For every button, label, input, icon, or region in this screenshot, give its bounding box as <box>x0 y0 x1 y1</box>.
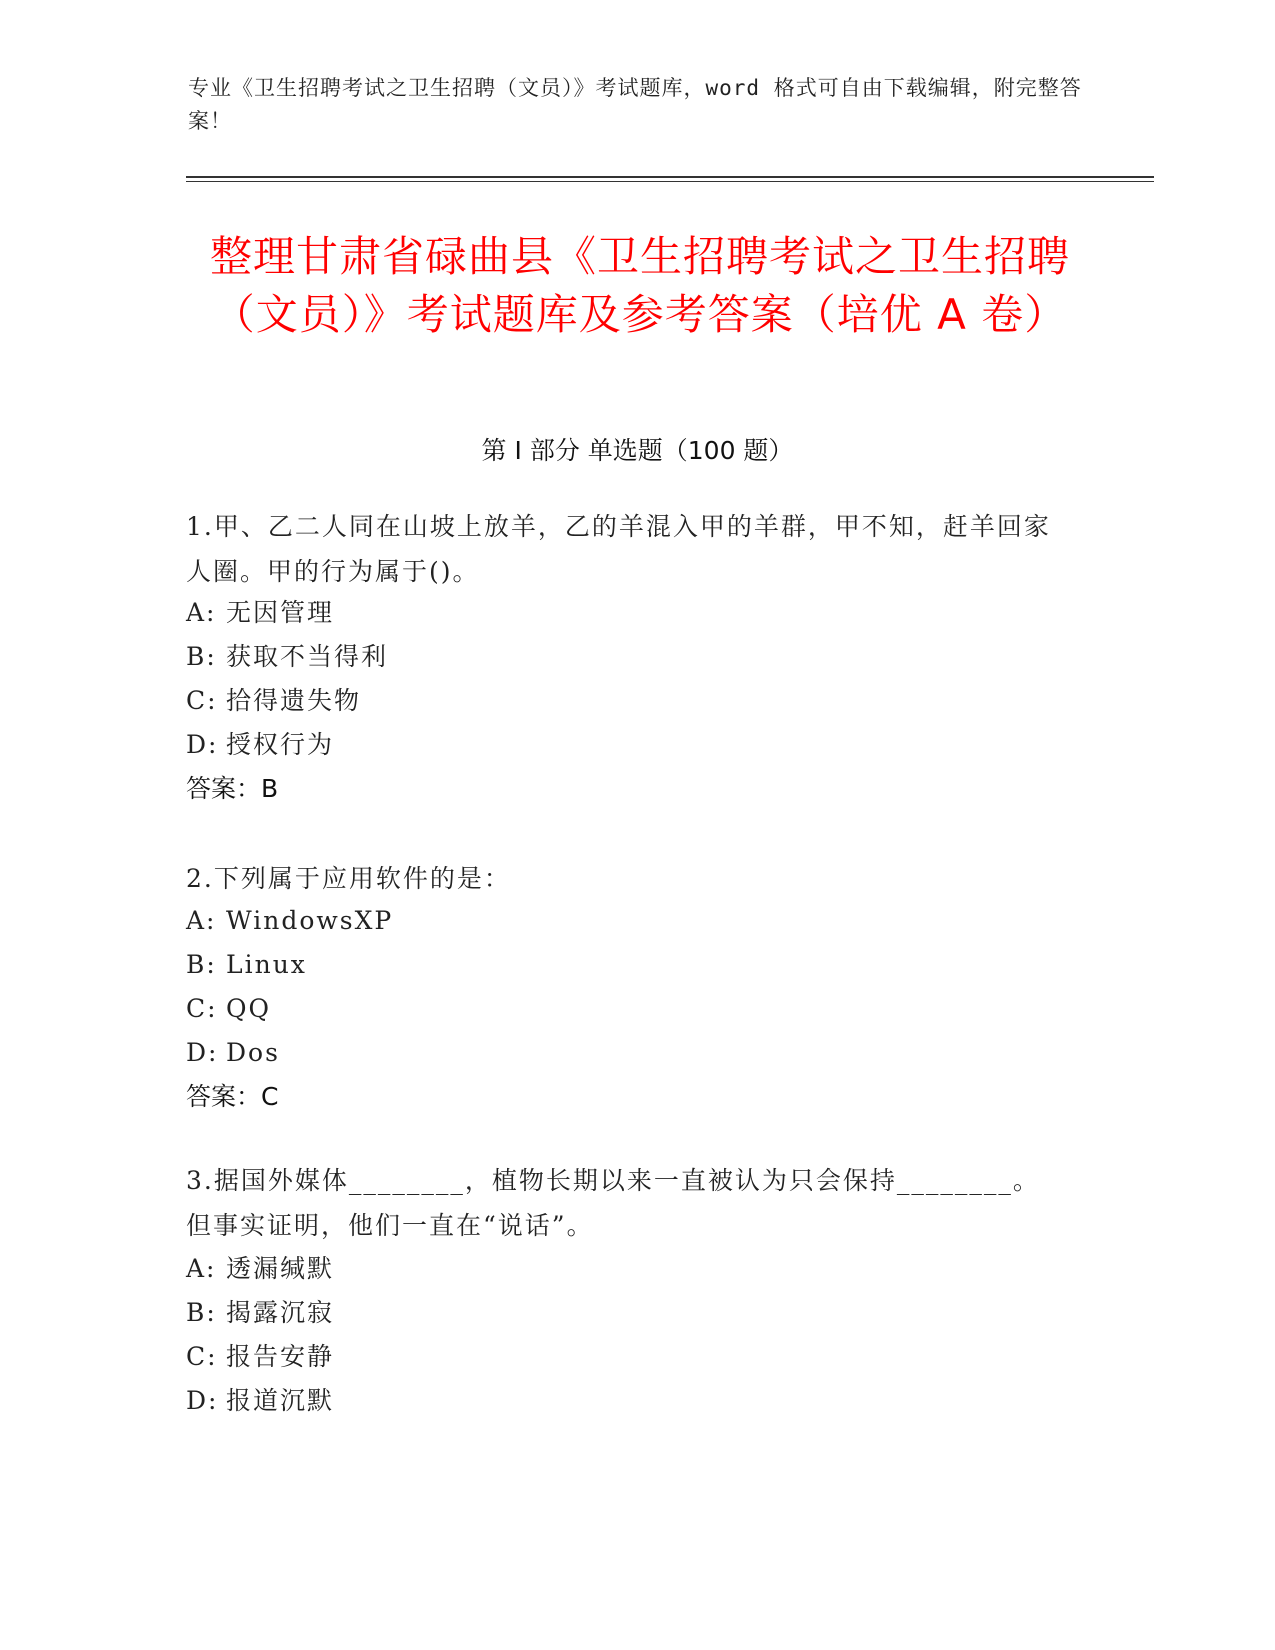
option-label: C: <box>186 1342 218 1371</box>
option-label: D: <box>186 1386 219 1415</box>
option-b <box>186 1296 334 1330</box>
option-text: QQ <box>226 994 271 1023</box>
option-label: A: <box>186 598 217 627</box>
option-label: A: <box>186 906 217 935</box>
option-a <box>186 1252 334 1286</box>
option-text: 授权行为 <box>226 730 335 759</box>
section-heading: 第 I 部分 单选题（100 题） <box>481 436 794 465</box>
option-label: C: <box>186 994 218 1023</box>
option-label: C: <box>186 686 218 715</box>
option-text: 获取不当得利 <box>226 642 389 671</box>
option-d <box>186 1384 334 1418</box>
header-divider <box>186 176 1154 178</box>
option-text: 报告安静 <box>226 1342 335 1371</box>
answer-text: 答案：C <box>186 1082 279 1111</box>
option-c <box>186 1340 334 1374</box>
question-stem: 3.据国外媒体________，植物长期以来一直被认为只会保持________。但事实证明，他们一直在“说话”。 <box>186 1166 1040 1240</box>
option-c <box>186 992 271 1026</box>
option-label: D: <box>186 730 219 759</box>
option-b <box>186 640 388 674</box>
intro-text: 专业《卫生招聘考试之卫生招聘（文员）》考试题库，word 格式可自由下载编辑，附完整答案！ <box>188 76 1082 133</box>
option-text: Linux <box>226 950 307 979</box>
option-text: Dos <box>226 1038 280 1067</box>
option-label: B: <box>186 1298 217 1327</box>
question-stem: 2.下列属于应用软件的是： <box>186 864 511 893</box>
option-a <box>186 596 334 630</box>
option-label: D: <box>186 1038 219 1067</box>
answer-text: 答案：B <box>186 774 279 803</box>
option-text: 无因管理 <box>226 598 335 627</box>
option-text: WindowsXP <box>226 906 394 935</box>
option-b <box>186 948 307 982</box>
option-label: A: <box>186 1254 217 1283</box>
question-stem: 1.甲、乙二人同在山坡上放羊，乙的羊混入甲的羊群，甲不知，赶羊回家人圈。甲的行为属于()。 <box>186 512 1051 586</box>
option-d <box>186 1036 280 1070</box>
option-text: 揭露沉寂 <box>226 1298 335 1327</box>
document-title: 整理甘肃省碌曲县《卫生招聘考试之卫生招聘（文员）》考试题库及参考答案（培优 A 卷） <box>209 232 1070 339</box>
option-text: 报道沉默 <box>226 1386 335 1415</box>
option-a <box>186 904 393 938</box>
header-divider-thin <box>186 181 1154 182</box>
option-text: 透漏缄默 <box>226 1254 335 1283</box>
option-d <box>186 728 334 762</box>
option-text: 拾得遗失物 <box>226 686 362 715</box>
option-c <box>186 684 361 718</box>
option-label: B: <box>186 642 217 671</box>
option-label: B: <box>186 950 217 979</box>
